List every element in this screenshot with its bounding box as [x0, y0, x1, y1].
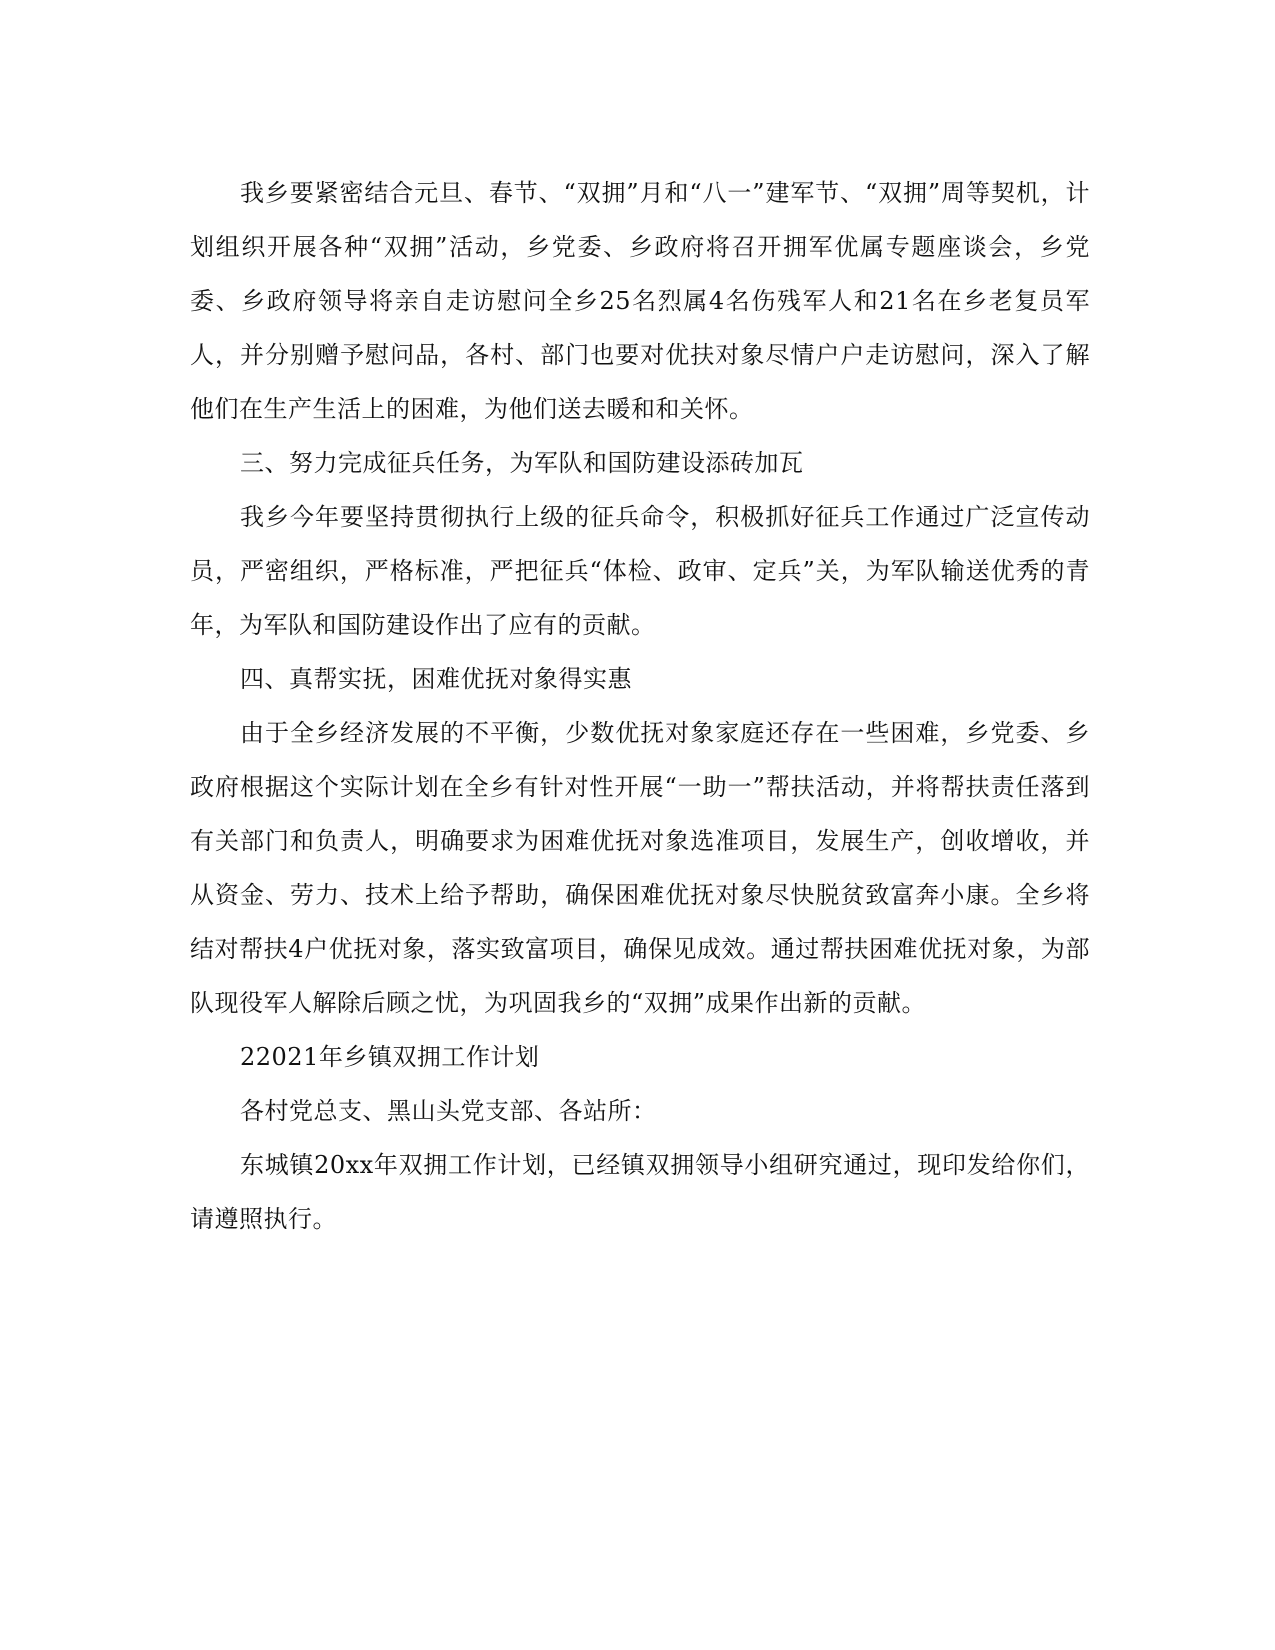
- document-title: 22021年乡镇双拥工作计划: [240, 1043, 540, 1071]
- salutation: 各村党总支、黑山头党支部、各站所：: [240, 1097, 657, 1125]
- section-heading-support: 四、真帮实抚，困难优抚对象得实惠: [240, 665, 632, 693]
- paragraph-conscription: 我乡今年要坚持贯彻执行上级的征兵命令，积极抓好征兵工作通过广泛宣传动员，严密组织，严格标准，严把征兵“体检、政审、定兵”关，为军队输送优秀的青年，为军队和国防建设作出了应有的贡献。: [190, 503, 1090, 639]
- document-body: [190, 166, 1090, 1246]
- paragraph-notice: 东城镇20xx年双拥工作计划，已经镇双拥领导小组研究通过，现印发给你们，请遵照执行。: [190, 1151, 1090, 1233]
- paragraph-support: 由于全乡经济发展的不平衡，少数优抚对象家庭还存在一些困难，乡党委、乡政府根据这个实际计划在全乡有针对性开展“一助一”帮扶活动，并将帮扶责任落到有关部门和负责人，明确要求为困难优抚对象选准项目，发展生产，创收增收，并从资金、劳力、技术上给予帮助，确保困难优抚对象尽快脱贫致富奔小康。全乡将结对帮扶4户优抚对象，落实致富项目，确保见成效。通过帮扶困难优抚对象，为部队现役军人解除后顾之忧，为巩固我乡的“双拥”成果作出新的贡献。: [190, 719, 1090, 1017]
- paragraph-activities: 我乡要紧密结合元旦、春节、“双拥”月和“八一”建军节、“双拥”周等契机，计划组织开展各种“双拥”活动，乡党委、乡政府将召开拥军优属专题座谈会，乡党委、乡政府领导将亲自走访慰问全乡25名烈属4名伤残军人和21名在乡老复员军人，并分别赠予慰问品，各村、部门也要对优扶对象尽情户户走访慰问，深入了解他们在生产生活上的困难，为他们送去暖和和关怀。: [190, 179, 1090, 423]
- section-heading-conscription: 三、努力完成征兵任务，为军队和国防建设添砖加瓦: [240, 449, 804, 477]
